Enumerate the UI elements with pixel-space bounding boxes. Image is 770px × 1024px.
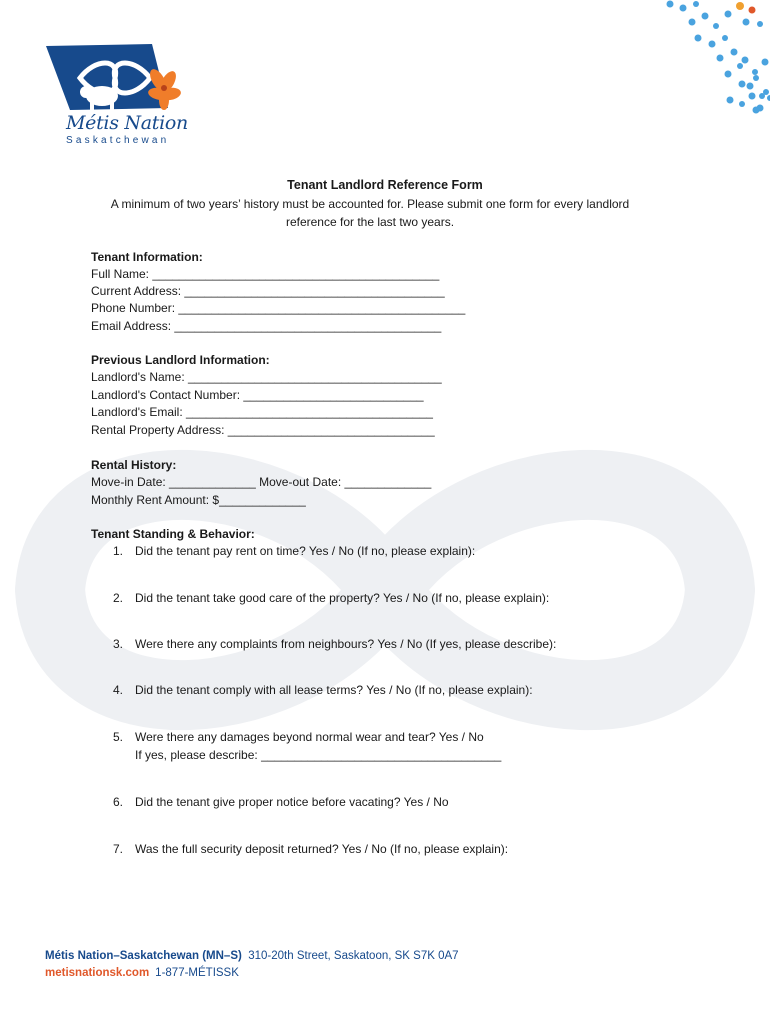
form-title: Tenant Landlord Reference Form xyxy=(287,178,483,192)
question-text: Did the tenant comply with all lease terms? Yes / No (If no, please explain): xyxy=(135,683,533,697)
logo-wordmark: Métis Nation xyxy=(66,112,188,134)
question-text: Were there any damages beyond normal wear and tear? Yes / No xyxy=(135,730,484,744)
question-5 xyxy=(113,729,484,745)
tenant-email-field[interactable]: Email Address: ________________________________________ xyxy=(91,319,442,333)
landlord-contact-field[interactable]: Landlord's Contact Number: ___________________________ xyxy=(91,388,424,402)
form-intro: A minimum of two years’ history must be accounted for. Please submit one form for every landlord reference for the last two years. xyxy=(110,197,630,229)
footer-phone: 1-877-MÉTISSK xyxy=(155,967,239,979)
tenant-current-address-field[interactable]: Current Address: _______________________________________ xyxy=(91,284,445,298)
question-number: 6. xyxy=(113,795,124,809)
move-dates-field[interactable]: Move-in Date: _____________ Move-out Date: _____________ xyxy=(91,475,432,489)
tenant-heading: Tenant Information: xyxy=(91,250,203,264)
rental-property-address-field[interactable]: Rental Property Address: _______________________________ xyxy=(91,423,435,437)
footer-street: 310-20th Street, Saskatoon, SK S7K 0A7 xyxy=(248,950,459,962)
landlord-email-field[interactable]: Landlord's Email: _____________________________________ xyxy=(91,405,433,419)
logo-subtitle: Saskatchewan xyxy=(66,135,170,146)
question-number: 7. xyxy=(113,842,124,856)
question-4 xyxy=(113,682,533,698)
rental-history-heading: Rental History: xyxy=(91,458,177,472)
question-number: 2. xyxy=(113,591,124,605)
question-number: 3. xyxy=(113,637,124,651)
question-text: Did the tenant give proper notice before vacating? Yes / No xyxy=(135,795,449,809)
question-2 xyxy=(113,590,549,606)
footer-website-link[interactable]: metisnationsk.com xyxy=(45,967,150,979)
tenant-full-name-field[interactable]: Full Name: ___________________________________________ xyxy=(91,267,440,281)
question-number: 1. xyxy=(113,544,124,558)
footer-address xyxy=(45,950,459,962)
question-6 xyxy=(113,794,449,810)
question-text: Were there any complaints from neighbours? Yes / No (If yes, please describe): xyxy=(135,637,557,651)
tenant-phone-field[interactable]: Phone Number: ___________________________________________ xyxy=(91,301,466,315)
landlord-name-field[interactable]: Landlord's Name: ______________________________________ xyxy=(91,370,442,384)
question-3 xyxy=(113,636,556,652)
footer-contact xyxy=(45,967,239,979)
question-number: 4. xyxy=(113,683,124,697)
landlord-heading: Previous Landlord Information: xyxy=(91,353,270,367)
standing-heading: Tenant Standing & Behavior: xyxy=(91,527,255,541)
question-text: Did the tenant pay rent on time? Yes / No (If no, please explain): xyxy=(135,544,476,558)
question-text: Was the full security deposit returned? Yes / No (If no, please explain): xyxy=(135,842,509,856)
question-text: Did the tenant take good care of the property? Yes / No (If no, please explain): xyxy=(135,591,550,605)
question-5-followup-field[interactable]: If yes, please describe: ____________________________________ xyxy=(135,748,502,762)
monthly-rent-field[interactable]: Monthly Rent Amount: $_____________ xyxy=(91,493,306,507)
question-7 xyxy=(113,841,508,857)
footer-org: Métis Nation–Saskatchewan (MN–S) xyxy=(45,950,242,962)
question-1 xyxy=(113,543,475,559)
question-number: 5. xyxy=(113,730,124,744)
